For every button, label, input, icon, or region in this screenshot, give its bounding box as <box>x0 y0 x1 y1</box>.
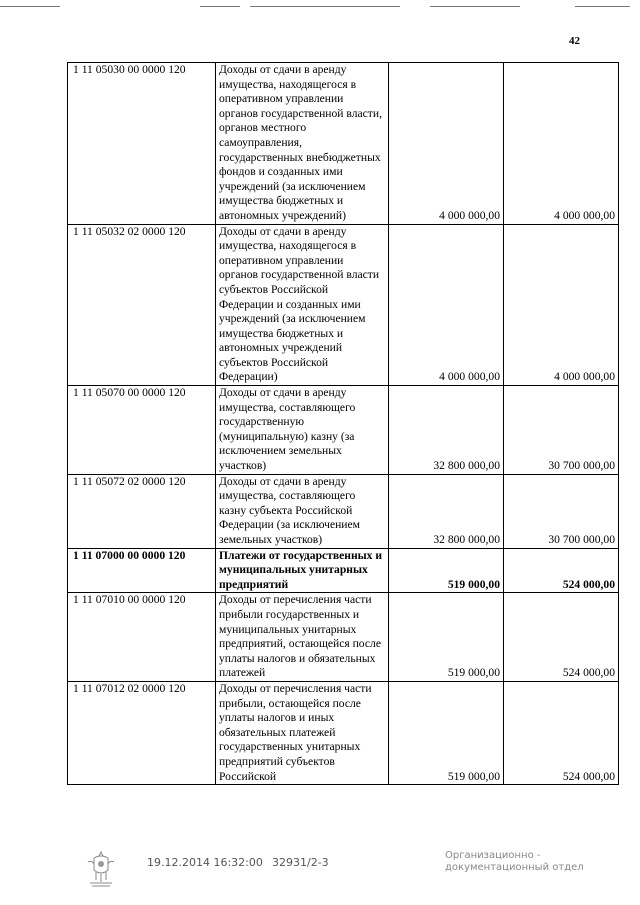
budget-code-cell: 1 11 05072 02 0000 120 <box>68 474 216 548</box>
budget-code-cell: 1 11 05030 00 0000 120 <box>68 63 216 225</box>
footer-datetime: 19.12.2014 16:32:00 <box>147 856 263 869</box>
amount-cell-1: 519 000,00 <box>389 681 504 784</box>
budget-code-cell: 1 11 07000 00 0000 120 <box>68 548 216 593</box>
page-number: 42 <box>569 35 580 47</box>
office-stamp <box>445 850 584 874</box>
amount-cell-1: 32 800 000,00 <box>389 474 504 548</box>
table-row <box>68 63 619 225</box>
description-cell: Доходы от сдачи в аренду имущества, находящегося в оперативном управлении органов государственной власти субъектов Российской Федерации и созданных ими учреждений (за исключением имущества бюджетных и автономных учреждений субъектов Российской Федерации) <box>216 224 389 386</box>
table-row <box>68 386 619 475</box>
office-stamp-line-1: Организационно - <box>445 850 541 861</box>
amount-cell-1: 519 000,00 <box>389 548 504 593</box>
coat-of-arms-icon <box>84 850 118 888</box>
budget-code-cell: 1 11 05032 02 0000 120 <box>68 224 216 386</box>
amount-cell-1: 4 000 000,00 <box>389 63 504 225</box>
amount-cell-2: 30 700 000,00 <box>504 474 619 548</box>
budget-code-cell: 1 11 07010 00 0000 120 <box>68 593 216 682</box>
description-cell: Платежи от государственных и муниципальных унитарных предприятий <box>216 548 389 593</box>
office-stamp-line-2: документационный отдел <box>445 862 584 873</box>
amount-cell-1: 519 000,00 <box>389 593 504 682</box>
description-cell: Доходы от сдачи в аренду имущества, находящегося в оперативном управлении органов государственной власти, органов местного самоуправления, государственных внебюджетных фондов и созданных ими учреждений (за исключением имущества бюджетных и автономных учреждений) <box>216 63 389 225</box>
amount-cell-2: 524 000,00 <box>504 681 619 784</box>
budget-table-body <box>68 63 619 785</box>
footer-doc-number: 32931/2-3 <box>272 856 329 869</box>
table-row <box>68 681 619 784</box>
budget-code-cell: 1 11 05070 00 0000 120 <box>68 386 216 475</box>
description-cell: Доходы от перечисления части прибыли государственных и муниципальных унитарных предприятий, остающейся после уплаты налогов и обязательных платежей <box>216 593 389 682</box>
table-row <box>68 474 619 548</box>
description-cell: Доходы от перечисления части прибыли, остающейся после уплаты налогов и иных обязательных платежей государственных унитарных предприятий субъектов Российской <box>216 681 389 784</box>
description-cell: Доходы от сдачи в аренду имущества, составляющего казну субъекта Российской Федерации (за исключением земельных участков) <box>216 474 389 548</box>
table-row <box>68 593 619 682</box>
page-footer <box>0 840 640 900</box>
scan-top-edge <box>0 6 640 9</box>
amount-cell-1: 4 000 000,00 <box>389 224 504 386</box>
table-row <box>68 224 619 386</box>
budget-table <box>67 62 619 785</box>
description-cell: Доходы от сдачи в аренду имущества, составляющего государственную (муниципальную) казну (за исключением земельных участков) <box>216 386 389 475</box>
amount-cell-2: 524 000,00 <box>504 593 619 682</box>
budget-code-cell: 1 11 07012 02 0000 120 <box>68 681 216 784</box>
amount-cell-2: 4 000 000,00 <box>504 63 619 225</box>
amount-cell-2: 524 000,00 <box>504 548 619 593</box>
table-row <box>68 548 619 593</box>
amount-cell-2: 30 700 000,00 <box>504 386 619 475</box>
amount-cell-2: 4 000 000,00 <box>504 224 619 386</box>
amount-cell-1: 32 800 000,00 <box>389 386 504 475</box>
